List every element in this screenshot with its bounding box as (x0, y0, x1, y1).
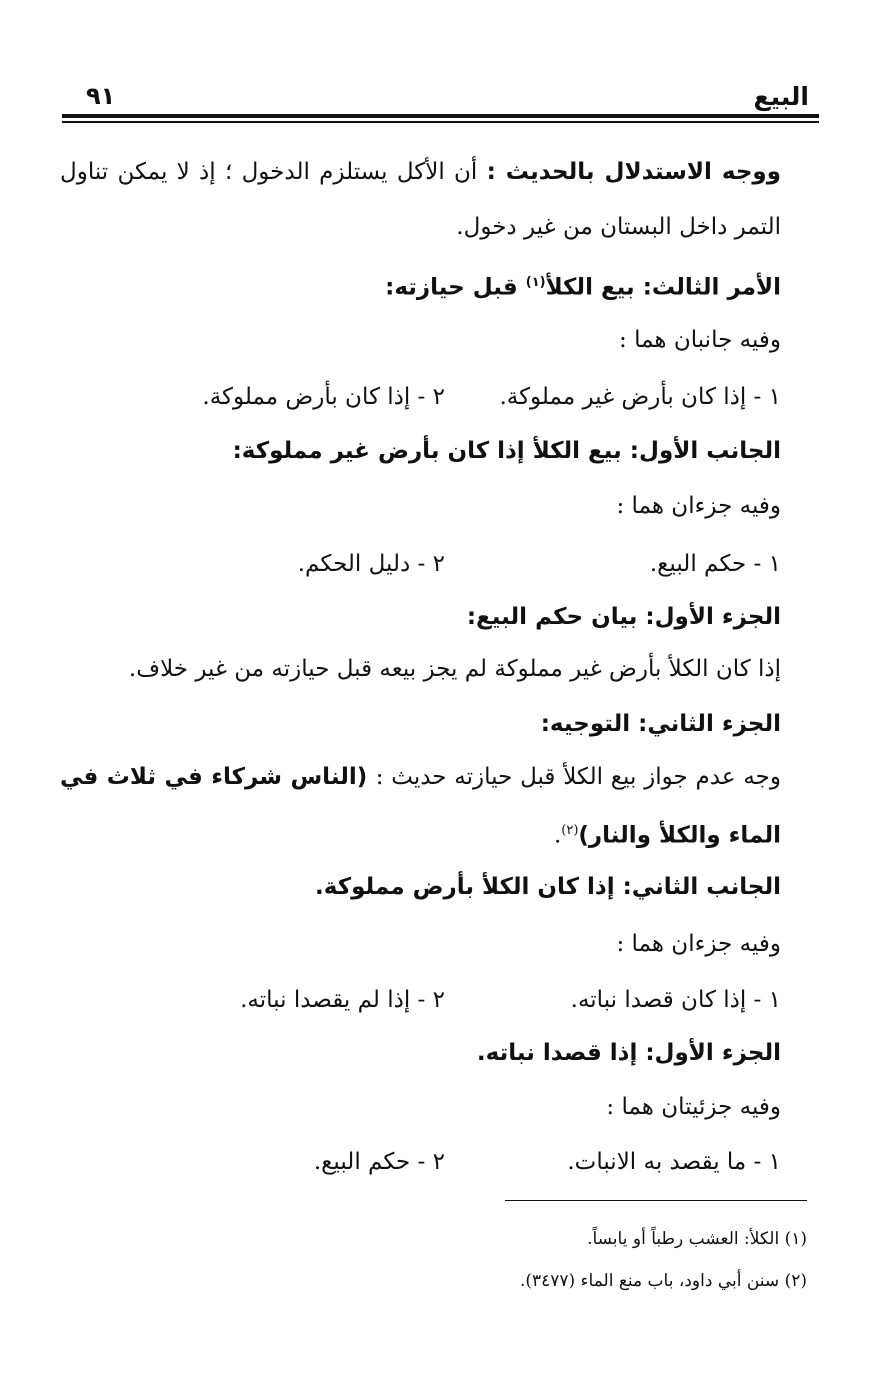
subparts-intro: وفيه جزئيتان هما : (606, 1094, 781, 1120)
paragraph-reason-line1 (60, 760, 781, 794)
heading-first-part: الجزء الأول: بيان حكم البيع: (466, 604, 781, 630)
header-rule-thin (62, 121, 819, 123)
heading-second-side: الجانب الثاني: إذا كان الكلأ بأرض مملوكة. (315, 874, 781, 900)
paragraph-ruling: إذا كان الكلأ بأرض غير مملوكة لم يجز بيعه قبل حيازته من غير خلاف. (128, 656, 781, 682)
sides-item-1: ١ - إذا كان بأرض غير مملوكة. (499, 384, 781, 410)
paragraph-inference-line2: التمر داخل البستان من غير دخول. (456, 214, 781, 240)
footnote-2: (٢) سنن أبي داود، باب منع الماء (٣٤٧٧). (519, 1271, 807, 1291)
parts1-item-2: ٢ - دليل الحكم. (297, 551, 445, 577)
parts-intro-2: وفيه جزءان هما : (616, 931, 781, 957)
heading-first-side: الجانب الأول: بيع الكلأ إذا كان بأرض غير مملوكة: (232, 438, 781, 464)
footnote-1: (١) الكلأ: العشب رطباً أو يابساً. (587, 1229, 807, 1249)
heading-third-matter (385, 266, 781, 305)
reason-text: وجه عدم جواز بيع الكلأ قبل حيازته حديث : (375, 764, 781, 790)
sides-intro: وفيه جانبان هما : (619, 327, 781, 353)
footnote-ref-2: (٢) (561, 823, 579, 838)
footnote-ref-1: (١) (525, 275, 546, 290)
paragraph-inference-line1 (60, 155, 781, 189)
reason-hadith-end: الماء والكلأ والنار) (578, 822, 781, 849)
footnote-separator (505, 1200, 807, 1201)
heading-third-matter-b: قبل حيازته: (385, 274, 526, 301)
inference-text: أن الأكل يستلزم الدخول ؛ إذ لا يمكن تناول (60, 159, 487, 185)
heading-first-part-b: الجزء الأول: إذا قصدا نباته. (476, 1040, 781, 1066)
inference-lead: ووجه الاستدلال بالحديث : (486, 159, 782, 185)
header-rule-thick (62, 114, 819, 118)
subparts-item-1: ١ - ما يقصد به الانبات. (567, 1149, 781, 1175)
paragraph-reason-line2 (554, 814, 781, 853)
parts1-item-1: ١ - حكم البيع. (649, 551, 781, 577)
sides-item-2: ٢ - إذا كان بأرض مملوكة. (202, 384, 445, 410)
heading-second-part: الجزء الثاني: التوجيه: (540, 711, 781, 737)
reason-hadith: (الناس شركاء في ثلاث في (60, 764, 376, 790)
reason-period: . (553, 822, 562, 849)
running-header-title: البيع (753, 82, 809, 111)
subparts-item-2: ٢ - حكم البيع. (313, 1149, 445, 1175)
heading-third-matter-a: الأمر الثالث: بيع الكلأ (545, 274, 781, 301)
page-number: ٩١ (86, 82, 116, 110)
parts2-item-2: ٢ - إذا لم يقصدا نباته. (240, 987, 445, 1013)
parts-intro-1: وفيه جزءان هما : (616, 493, 781, 519)
parts2-item-1: ١ - إذا كان قصدا نباته. (570, 987, 781, 1013)
